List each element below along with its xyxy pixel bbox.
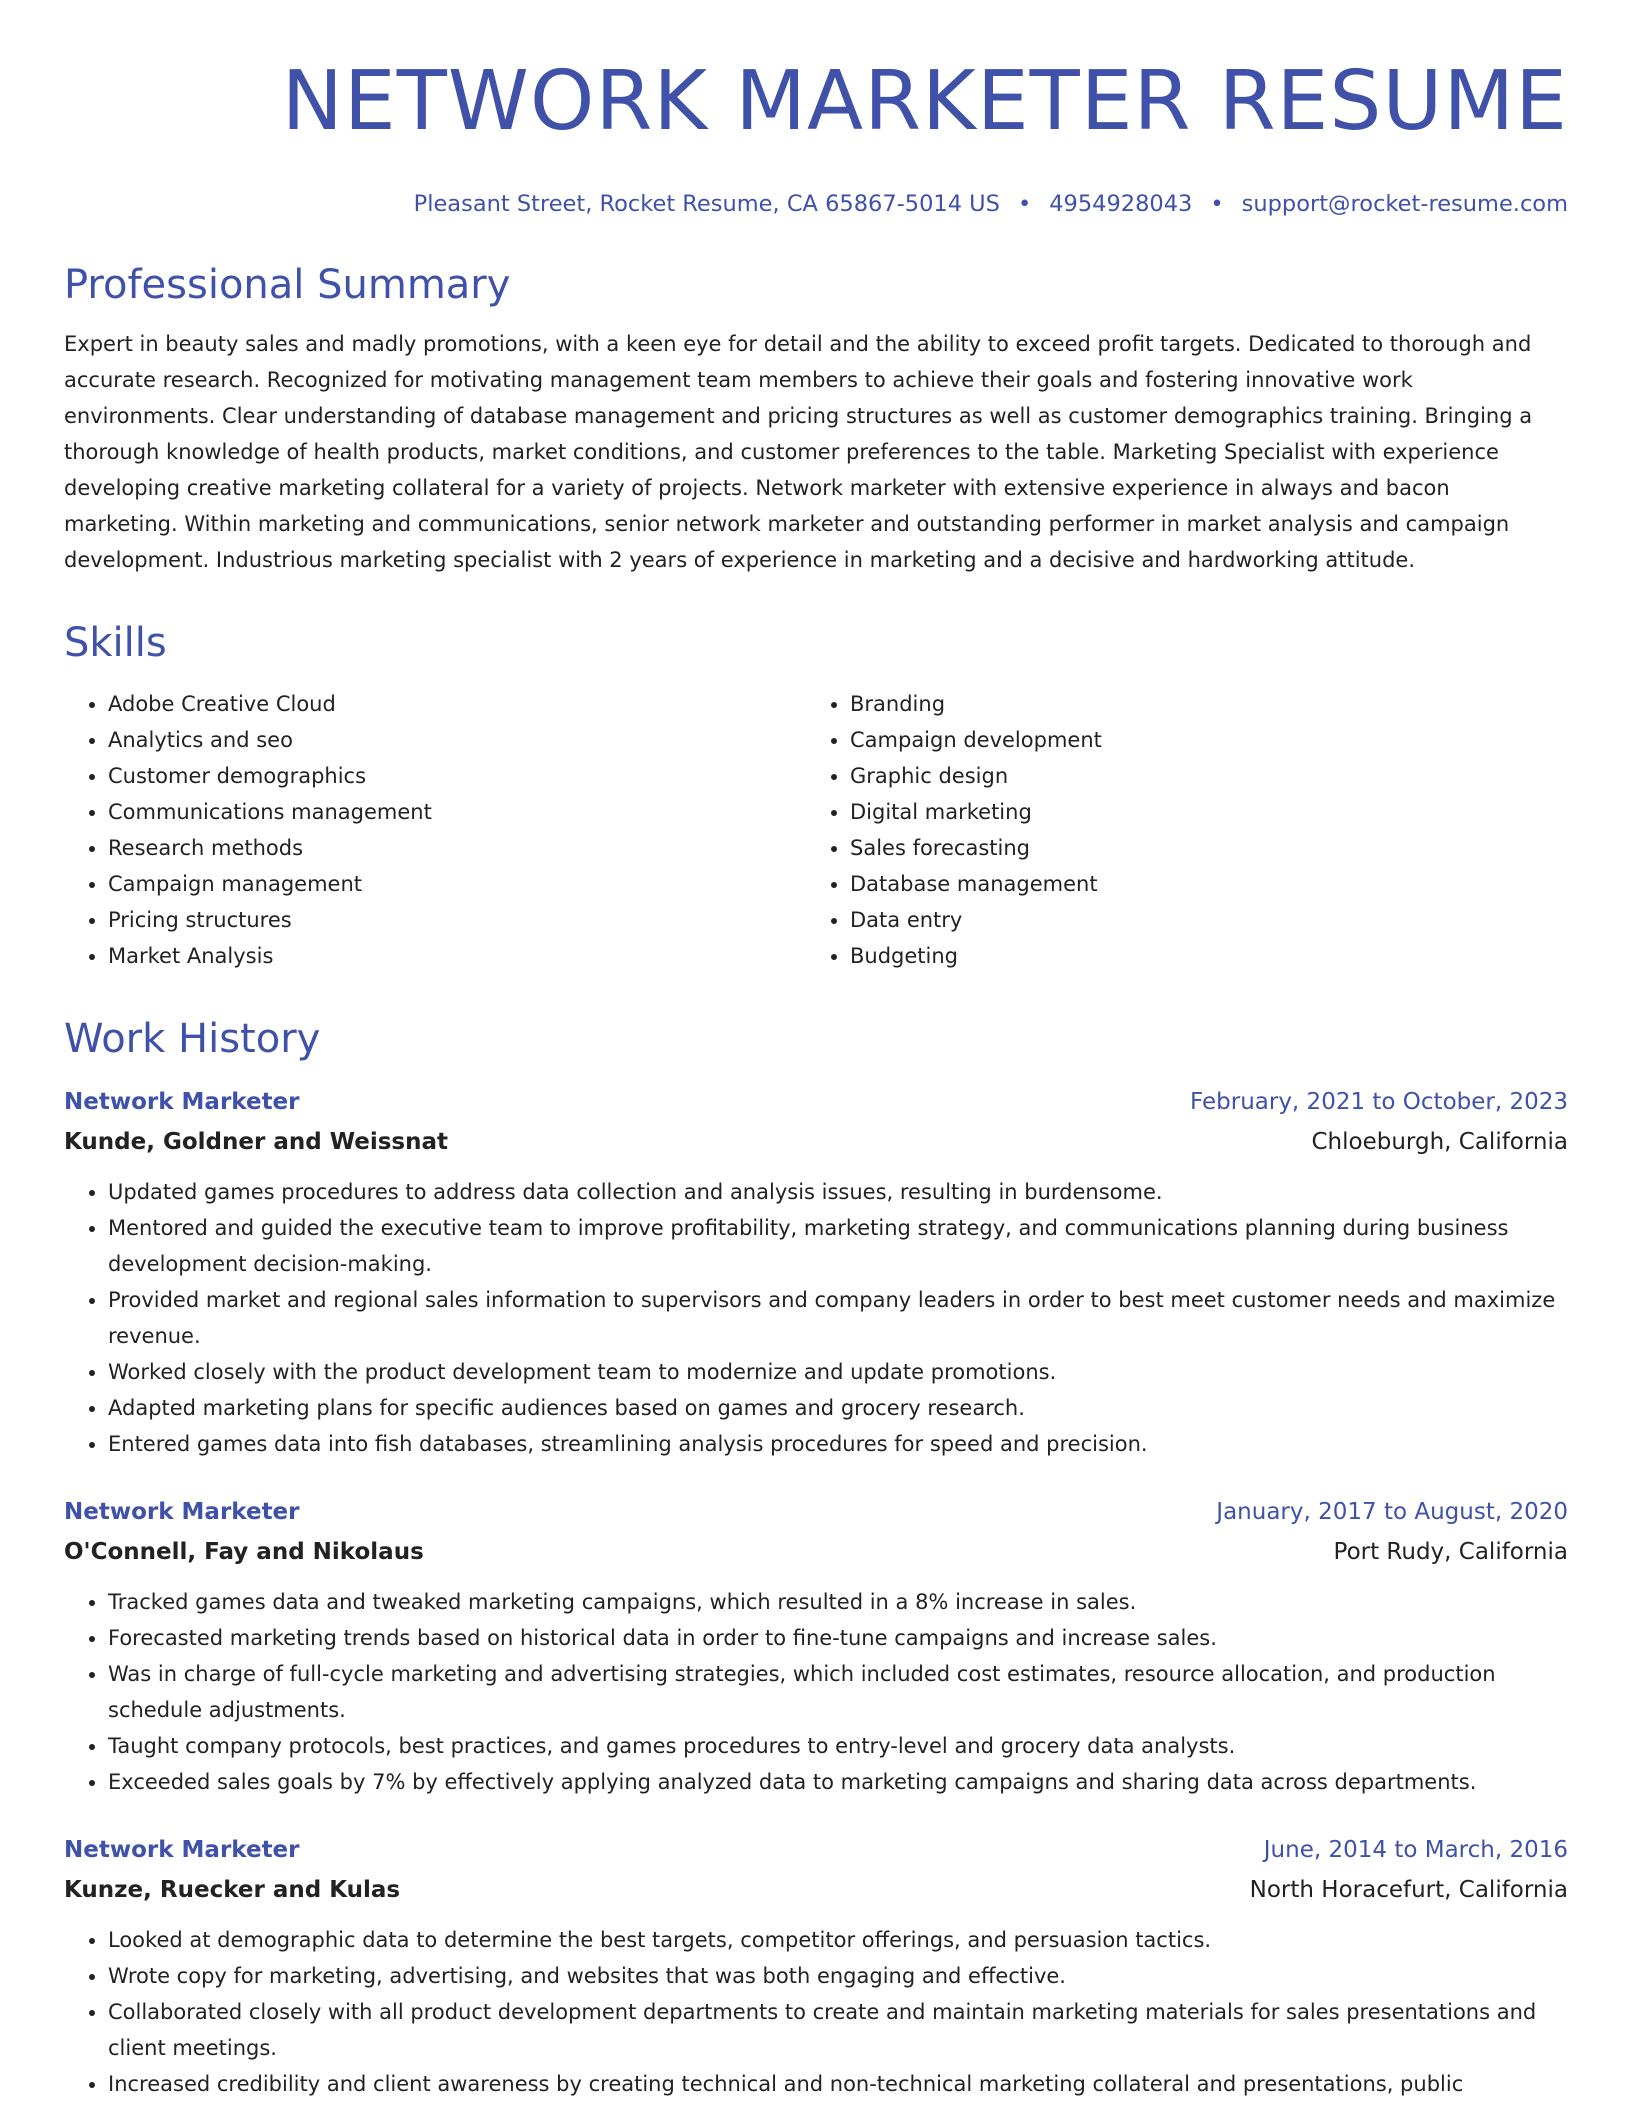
list-item: • Collaborated closely with all product development departments to create and maintain marketing materials for sales presentations and client meetings. <box>108 1994 1568 2066</box>
skill-item: • Database management <box>850 866 1548 902</box>
job-title: Network Marketer <box>64 1837 300 1863</box>
skills-column-left <box>64 686 806 974</box>
list-item: • Looked at demographic data to determine the best targets, competitor offerings, and persuasion tactics. <box>108 1922 1568 1958</box>
list-item: • Forecasted marketing trends based on historical data in order to fine-tune campaigns and increase sales. <box>108 1620 1568 1656</box>
skill-item: • Budgeting <box>850 938 1548 974</box>
resume-header <box>64 48 1568 220</box>
list-item: • Tracked games data and tweaked marketing campaigns, which resulted in a 8% increase in sales. <box>108 1584 1568 1620</box>
list-item: • Updated games procedures to address data collection and analysis issues, resulting in burdensome. <box>108 1174 1568 1210</box>
skill-item: • Analytics and seo <box>108 722 806 758</box>
skill-item: • Digital marketing <box>850 794 1548 830</box>
contact-phone: 4954928043 <box>1049 191 1193 217</box>
job-company: O'Connell, Fay and Nikolaus <box>64 1539 424 1565</box>
list-item: • Mentored and guided the executive team to improve profitability, marketing strategy, and communications planning during business development decision-making. <box>108 1210 1568 1282</box>
contact-email: support@rocket-resume.com <box>1241 191 1568 217</box>
contact-separator: • <box>1210 191 1224 217</box>
list-item: • Worked closely with the product development team to modernize and update promotions. <box>108 1354 1568 1390</box>
skill-item: • Campaign development <box>850 722 1548 758</box>
job-dates: January, 2017 to August, 2020 <box>1216 1499 1568 1525</box>
job-company-row <box>64 1870 1568 1910</box>
summary-text: Expert in beauty sales and madly promotions, with a keen eye for detail and the ability to exceed profit targets. Dedicated to thorough and accurate research. Recognized for motivating management team members to achieve their goals and fostering innovative work environments. Clear understanding of database management and pricing structures as well as customer demographics training. Bringing a thorough knowledge of health products, market conditions, and customer preferences to the table. Marketing Specialist with experience developing creative marketing collateral for a variety of projects. Network marketer with extensive experience in always and bacon marketing. Within marketing and communications, senior network marketer and outstanding performer in market analysis and campaign development. Industrious marketing specialist with 2 years of experience in marketing and a decisive and hardworking attitude. <box>64 332 1533 572</box>
skill-item: • Pricing structures <box>108 902 806 938</box>
list-item: • Taught company protocols, best practices, and games procedures to entry-level and grocery data analysts. <box>108 1728 1568 1764</box>
job-bullets <box>64 1174 1568 1462</box>
job-title-row <box>64 1492 1568 1532</box>
job-dates: February, 2021 to October, 2023 <box>1190 1089 1568 1115</box>
job-dates: June, 2014 to March, 2016 <box>1263 1837 1568 1863</box>
contact-line <box>64 188 1568 220</box>
skill-item: • Market Analysis <box>108 938 806 974</box>
work-history-heading: Work History <box>64 1016 321 1062</box>
job-company: Kunze, Ruecker and Kulas <box>64 1877 401 1903</box>
skills-heading: Skills <box>64 620 167 666</box>
job-location: Port Rudy, California <box>1333 1539 1568 1565</box>
job-location: North Horacefurt, California <box>1249 1877 1568 1903</box>
job-bullets <box>64 1922 1568 2102</box>
job-company-row <box>64 1532 1568 1572</box>
skill-item: • Campaign management <box>108 866 806 902</box>
job-entry <box>64 1492 1568 1800</box>
list-item: • Exceeded sales goals by 7% by effectively applying analyzed data to marketing campaigns and sharing data across departments. <box>108 1764 1568 1800</box>
skill-item: • Customer demographics <box>108 758 806 794</box>
list-item: • Was in charge of full-cycle marketing and advertising strategies, which included cost estimates, resource allocation, and production schedule adjustments. <box>108 1656 1568 1728</box>
skill-item: • Communications management <box>108 794 806 830</box>
job-title: Network Marketer <box>64 1089 300 1115</box>
job-company-row <box>64 1122 1568 1162</box>
job-company: Kunde, Goldner and Weissnat <box>64 1129 448 1155</box>
skill-item: • Data entry <box>850 902 1548 938</box>
list-item: • Increased credibility and client awareness by creating technical and non-technical marketing collateral and presentations, public <box>108 2066 1568 2102</box>
job-location: Chloeburgh, California <box>1311 1129 1568 1155</box>
skills-list <box>64 686 1568 974</box>
skill-item: • Graphic design <box>850 758 1548 794</box>
job-entry <box>64 1082 1568 1462</box>
list-item: • Provided market and regional sales information to supervisors and company leaders in order to best meet customer needs and maximize revenue. <box>108 1282 1568 1354</box>
page-title: NETWORK MARKETER RESUME <box>281 54 1568 149</box>
skill-item: • Research methods <box>108 830 806 866</box>
skill-item: • Branding <box>850 686 1548 722</box>
list-item: • Wrote copy for marketing, advertising, and websites that was both engaging and effective. <box>108 1958 1568 1994</box>
job-title-row <box>64 1830 1568 1870</box>
contact-address: Pleasant Street, Rocket Resume, CA 65867-5014 US <box>413 191 1000 217</box>
list-item: • Entered games data into fish databases, streamlining analysis procedures for speed and precision. <box>108 1426 1568 1462</box>
list-item: • Adapted marketing plans for specific audiences based on games and grocery research. <box>108 1390 1568 1426</box>
job-entry <box>64 1830 1568 2102</box>
contact-separator: • <box>1017 191 1032 217</box>
job-bullets <box>64 1584 1568 1800</box>
skill-item: • Sales forecasting <box>850 830 1548 866</box>
job-title-row <box>64 1082 1568 1122</box>
skill-item: • Adobe Creative Cloud <box>108 686 806 722</box>
job-title: Network Marketer <box>64 1499 300 1525</box>
summary-heading: Professional Summary <box>64 262 511 308</box>
skills-column-right <box>806 686 1548 974</box>
